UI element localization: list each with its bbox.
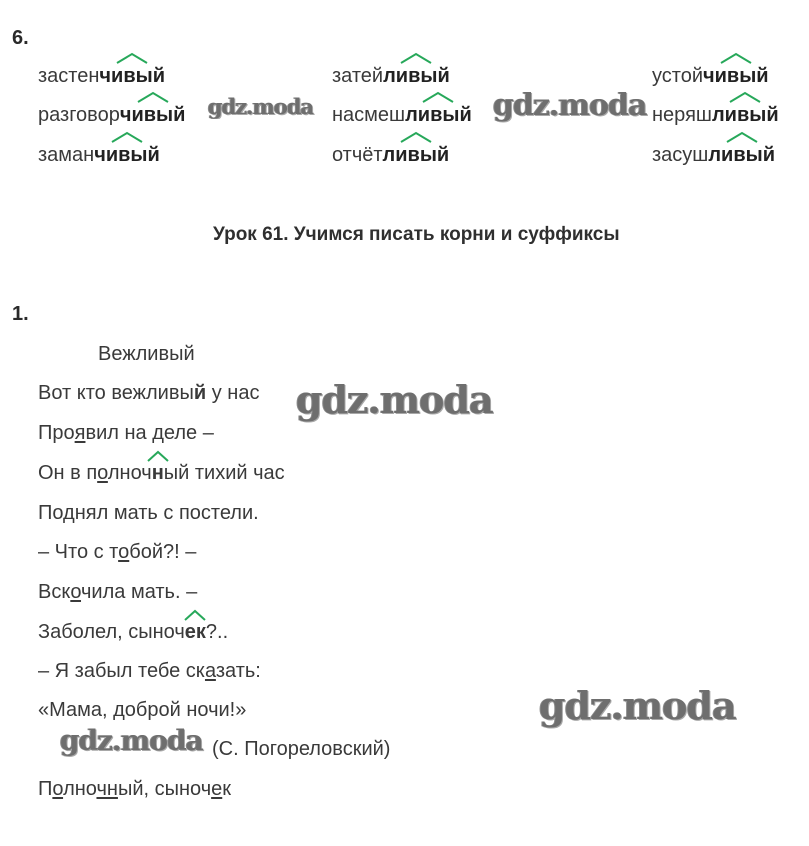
- word-item: [332, 103, 472, 127]
- watermark: gdz.moda: [493, 88, 647, 123]
- suffix-mark: [728, 91, 762, 103]
- watermark: gdz.moda: [296, 377, 493, 422]
- word-root: устой: [652, 65, 704, 87]
- poem-line: Полночный, сыночек: [38, 778, 231, 800]
- word-root: неряш: [652, 104, 712, 126]
- word-item: [332, 143, 449, 167]
- word-item: [38, 143, 160, 167]
- suffix-mark: [115, 52, 149, 64]
- word-suffix: ливый: [405, 103, 472, 127]
- poem-title: Вежливый: [98, 343, 195, 365]
- word-suffix: чивый: [703, 64, 769, 88]
- suffix-mark: ек: [185, 620, 206, 644]
- suffix-mark: [399, 52, 433, 64]
- word-root: отчёт: [332, 144, 383, 166]
- exercise-number: 1.: [12, 303, 29, 325]
- word-suffix: чивый: [99, 64, 165, 88]
- word-root: заман: [38, 144, 95, 166]
- word-suffix: ливый: [383, 143, 450, 167]
- word-item: [652, 64, 769, 88]
- poem-line: Вскочила мать. –: [38, 581, 198, 603]
- watermark: gdz.moda: [539, 683, 736, 728]
- lesson-title: Урок 61. Учимся писать корни и суффиксы: [213, 224, 620, 245]
- poem-line: Проявил на деле –: [38, 422, 214, 444]
- suffix-mark: [110, 131, 144, 143]
- watermark: gdz.moda: [60, 724, 203, 757]
- suffix-mark: [725, 131, 759, 143]
- watermark: gdz.moda: [208, 94, 314, 119]
- word-root: застен: [38, 65, 100, 87]
- suffix-mark: [421, 91, 455, 103]
- word-suffix: ливый: [712, 103, 779, 127]
- word-item: [652, 143, 775, 167]
- poem-line: Поднял мать с постели.: [38, 502, 259, 524]
- poem-line: Заболел, сыноч ек?..: [38, 620, 228, 644]
- suffix-mark: [136, 91, 170, 103]
- word-item: [38, 64, 165, 88]
- word-suffix: ливый: [383, 64, 450, 88]
- suffix-mark: [719, 52, 753, 64]
- word-root: засуш: [652, 144, 709, 166]
- word-suffix: ливый: [708, 143, 775, 167]
- word-item: [332, 64, 450, 88]
- word-item: [652, 103, 779, 127]
- suffix-mark: н: [152, 461, 164, 485]
- word-root: насмеш: [332, 104, 406, 126]
- poem-line: Вот кто вежливый у нас: [38, 382, 260, 404]
- word-root: затей: [332, 65, 384, 87]
- word-suffix: чивый: [120, 103, 186, 127]
- exercise-number: 6.: [12, 27, 29, 49]
- word-suffix: чивый: [94, 143, 160, 167]
- poem-line: «Мама, доброй ночи!»: [38, 699, 247, 721]
- poem-line: Он в полноч ный тихий час: [38, 461, 285, 485]
- poem-line: – Я забыл тебе сказать:: [38, 660, 261, 682]
- poem-line: – Что с тобой?! –: [38, 541, 197, 563]
- word-item: [38, 103, 185, 127]
- suffix-mark: [399, 131, 433, 143]
- poem-author: (С. Погореловский): [212, 738, 391, 760]
- word-root: разговор: [38, 104, 120, 126]
